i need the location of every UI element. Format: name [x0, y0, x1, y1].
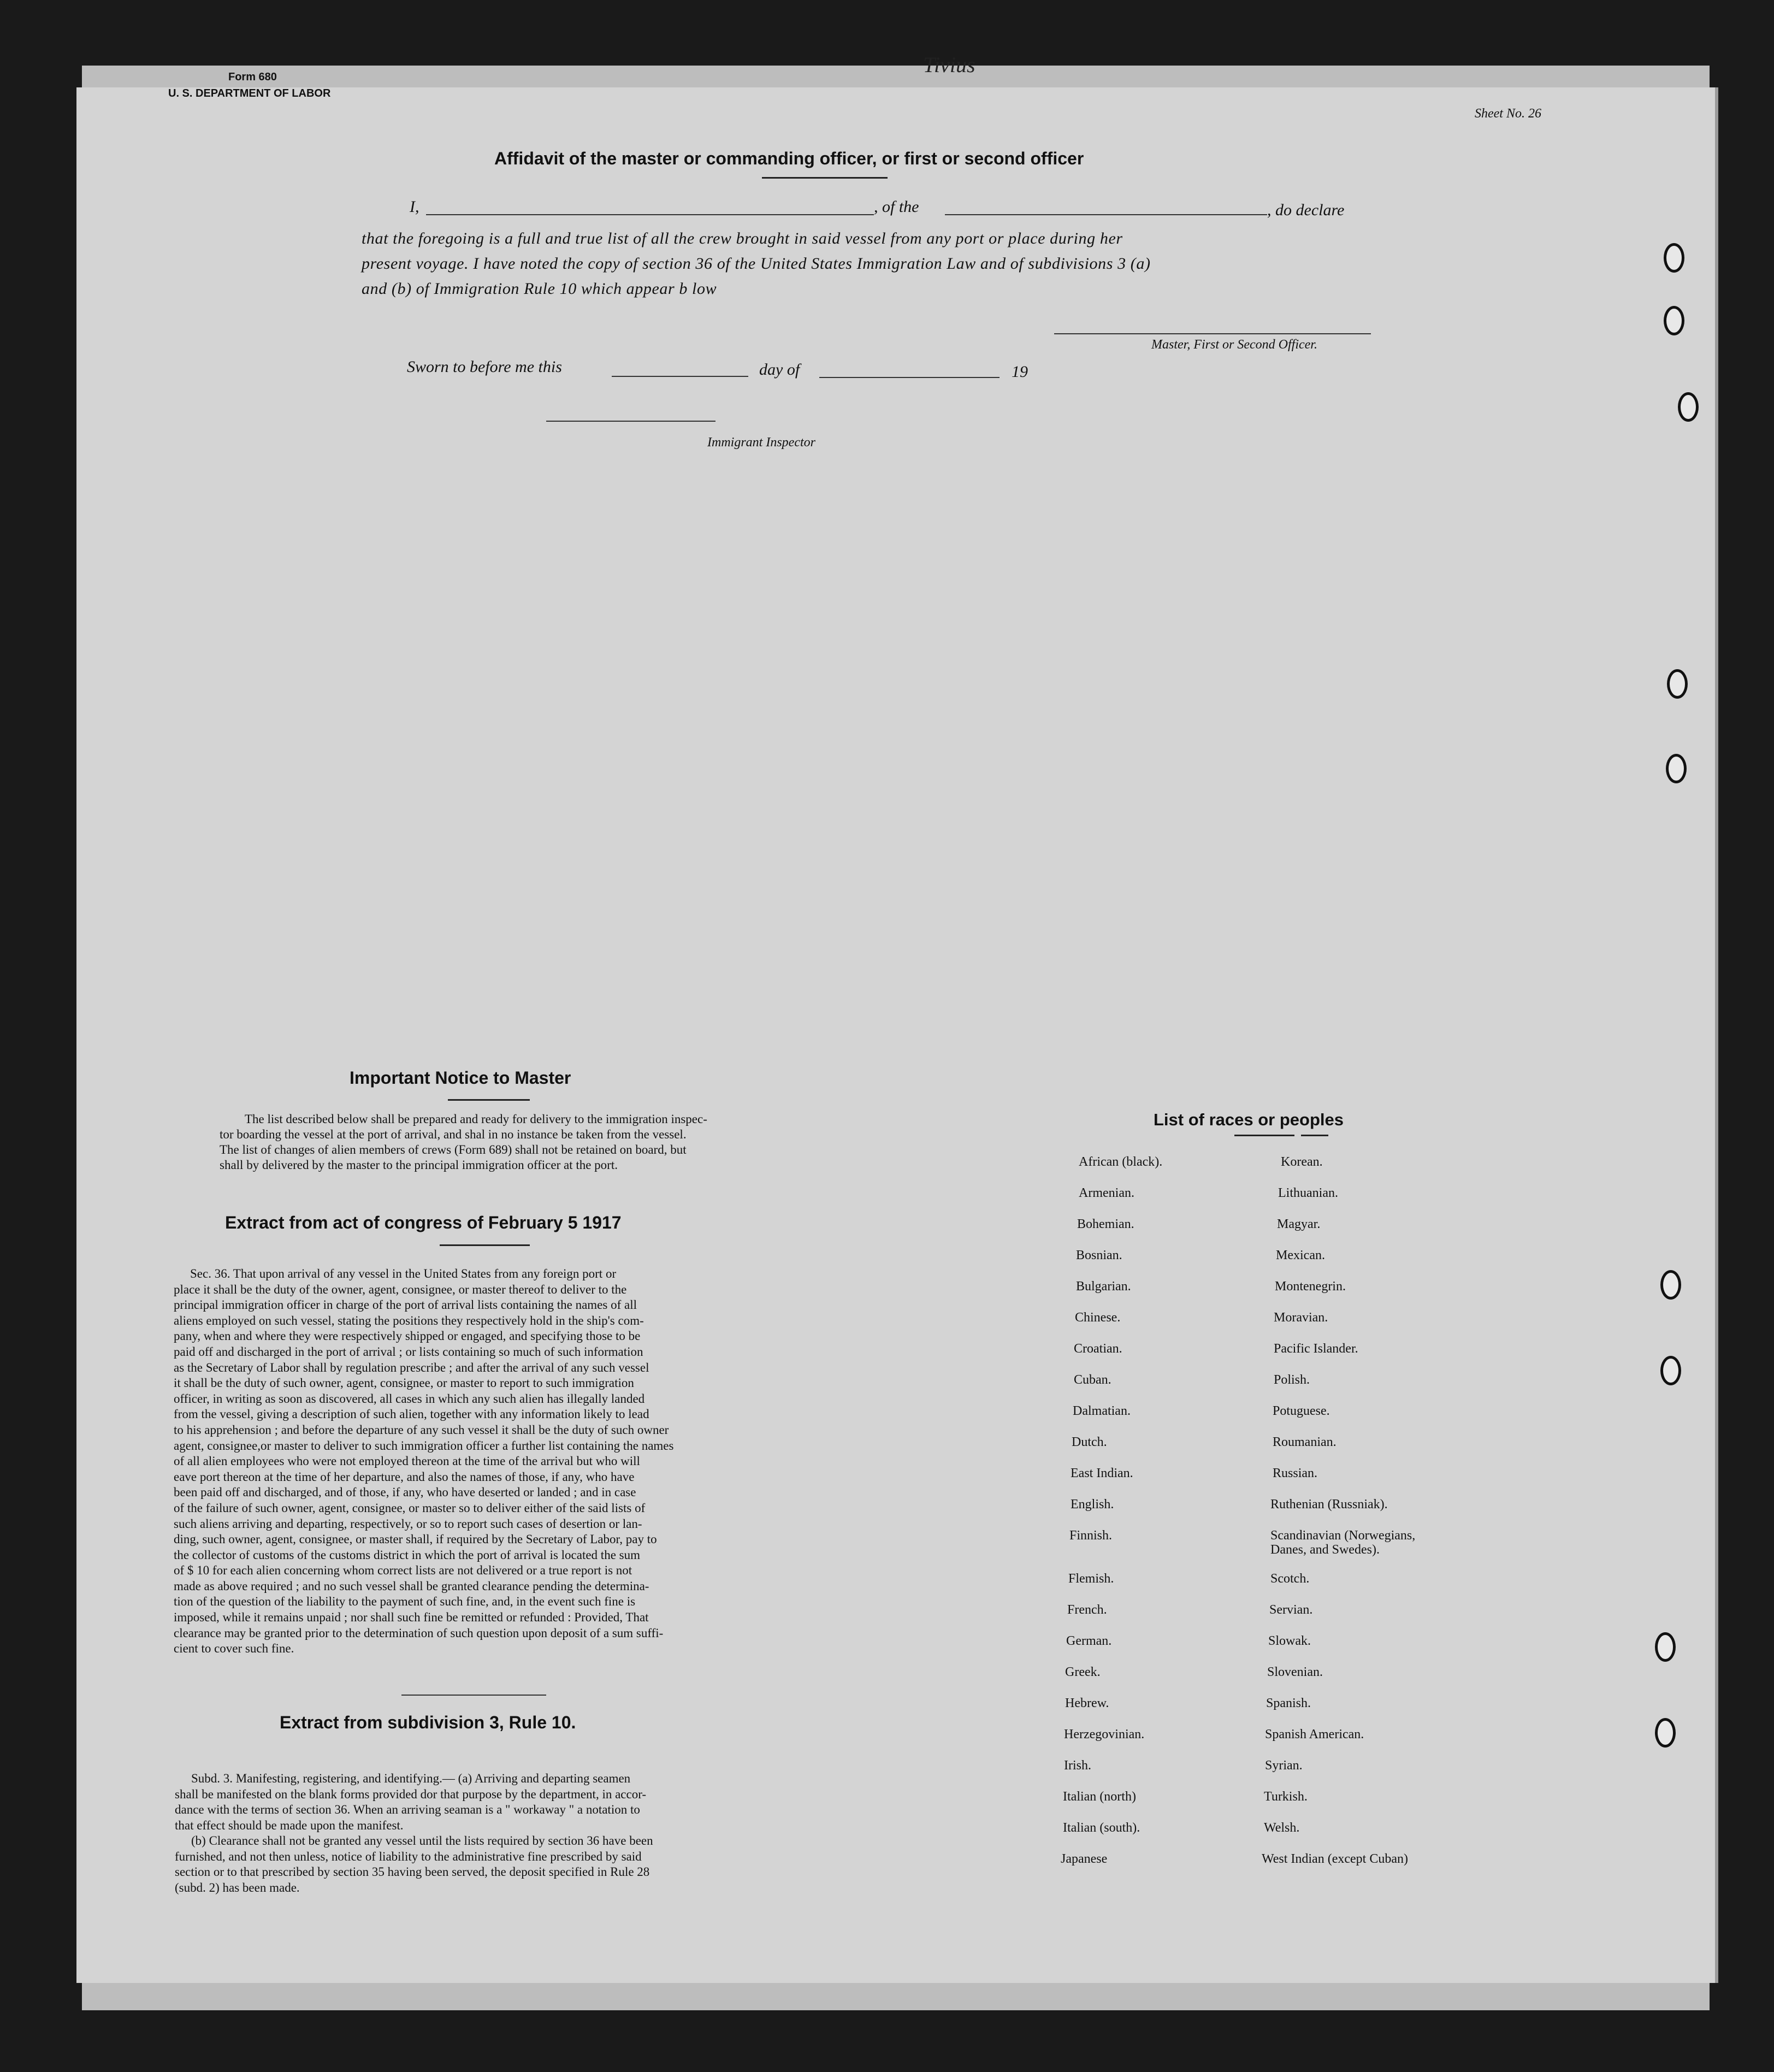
notice-divider: [448, 1099, 530, 1101]
act-line: Sec. 36. That upon arrival of any vessel in the United States from any foreign port or: [190, 1267, 617, 1280]
act-line: eave port thereon at the time of her departure, and also the names of those, if any, who have: [174, 1469, 635, 1484]
race-item: Flemish.: [1068, 1572, 1114, 1586]
form-sheet: [76, 87, 1718, 1983]
binder-hole-icon: [1664, 306, 1684, 335]
act-extract-body: [174, 1266, 785, 1657]
rule-line: (b) Clearance shall not be granted any vessel until the lists required by section 36 have been: [191, 1834, 653, 1847]
race-item: Slovenian.: [1267, 1665, 1323, 1679]
act-line: principal immigration officer in charge of the port of arrival lists containing the names of all: [174, 1298, 637, 1312]
rule-line: Subd. 3. Manifesting, registering, and identifying.— (a) Arriving and departing seamen: [191, 1772, 631, 1785]
affidavit-line-3: present voyage. I have noted the copy of section 36 of the United States Immigration Law and of subdivisions 3 (a): [362, 255, 1151, 273]
race-item: Polish.: [1274, 1373, 1310, 1387]
act-line: the collector of customs of the customs district in which the port of arrival is located the sum: [174, 1548, 640, 1562]
race-item: Scandinavian (Norwegians, Danes, and Swedes).: [1270, 1528, 1416, 1557]
binder-hole-icon: [1655, 1632, 1676, 1662]
race-item: Turkish.: [1264, 1790, 1308, 1804]
race-item: Bulgarian.: [1076, 1279, 1131, 1294]
sworn-month-line[interactable]: [819, 377, 1000, 378]
race-item: Magyar.: [1277, 1217, 1321, 1231]
rule-line: that effect should be made upon the manifest.: [175, 1818, 404, 1832]
race-item: Croatian.: [1074, 1342, 1122, 1356]
race-item: Italian (north): [1063, 1790, 1136, 1804]
race-item: Herzegovinian.: [1064, 1727, 1145, 1742]
affidavit-line-4: and (b) of Immigration Rule 10 which appear b low: [362, 280, 717, 298]
act-line: of all alien employees who were not employed thereon at the time of the arrival but who will: [174, 1454, 640, 1468]
act-line: cient to cover such fine.: [174, 1642, 294, 1656]
master-signature-line[interactable]: [1054, 333, 1371, 334]
act-line: agent, consignee,or master to deliver to such immigration officer a further list containing the names: [174, 1438, 674, 1453]
race-item: Irish.: [1064, 1758, 1091, 1773]
act-line: pany, when and where they were respectively shipped or engaged, and specifying those to be: [174, 1329, 641, 1343]
vessel-field-line[interactable]: [945, 214, 1267, 215]
year-prefix: 19: [1012, 363, 1028, 381]
race-item: Ruthenian (Russniak).: [1270, 1497, 1388, 1512]
binder-hole-icon: [1655, 1718, 1676, 1748]
act-divider: [440, 1244, 530, 1246]
races-title: List of races or peoples: [1154, 1110, 1344, 1129]
race-item: African (black).: [1079, 1155, 1163, 1169]
notice-line: shall by delivered by the master to the principal immigration officer at the port.: [220, 1158, 618, 1172]
act-line: of the failure of such owner, agent, consignee, or master so to deliver either of the said lists of: [174, 1501, 646, 1515]
affidavit-i-label: I,: [410, 198, 419, 216]
affidavit-line-2: that the foregoing is a full and true list of all the crew brought in said vessel from any port or place during her: [362, 229, 1123, 247]
race-item: Armenian.: [1079, 1186, 1134, 1200]
title-divider: [762, 177, 888, 179]
act-line: been paid off and discharged, and of those, if any, who have deserted or landed ; and in case: [174, 1485, 636, 1500]
master-caption: Master, First or Second Officer.: [1151, 338, 1317, 352]
notice-line: The list described below shall be prepared and ready for delivery to the immigration inspec-: [245, 1112, 707, 1126]
rule-line: section or to that prescribed by section 35 having been served, the deposit specified in Rule 28: [175, 1865, 650, 1879]
race-item: Hebrew.: [1065, 1696, 1109, 1710]
inspector-signature-line[interactable]: [546, 421, 715, 422]
act-line: tion of the question of the liability to the payment of such fine, and, in the event such fine is: [174, 1595, 636, 1609]
binder-hole-icon: [1666, 754, 1687, 783]
sworn-label: Sworn to before me this: [407, 358, 562, 376]
act-line: from the vessel, giving a description of such alien, together with any information likely to lead: [174, 1407, 649, 1421]
rule-line: shall be manifested on the blank forms provided dor that purpose by the department, in accor-: [175, 1787, 647, 1801]
race-item: French.: [1067, 1603, 1107, 1617]
department-label: U. S. DEPARTMENT OF LABOR: [168, 87, 331, 99]
handwritten-vessel-name: Tivius: [923, 52, 975, 77]
rule-extract-body: [175, 1771, 787, 1896]
binder-hole-icon: [1660, 1270, 1681, 1300]
race-item: Scotch.: [1270, 1572, 1310, 1586]
act-line: imposed, while it remains unpaid ; nor shall such fine be remitted or refunded : Provided, That: [174, 1610, 649, 1625]
day-of-label: day of: [759, 361, 800, 379]
race-item: Syrian.: [1265, 1758, 1303, 1773]
notice-line: The list of changes of alien members of crews (Form 689) shall not be retained on board, but: [220, 1143, 687, 1156]
act-line: made as above required ; and no such vessel shall be granted clearance pending the determina-: [174, 1579, 649, 1593]
act-extract-title: Extract from act of congress of February 5 1917: [225, 1213, 622, 1232]
act-line: such aliens arriving and departing, respectively, or so to report such cases of desertion or lan-: [174, 1516, 642, 1531]
notice-body: [220, 1112, 799, 1173]
race-item: Roumanian.: [1273, 1435, 1337, 1449]
act-line: as the Secretary of Labor shall by regulation prescribe ; and after the arrival of any such vessel: [174, 1360, 649, 1374]
name-field-line[interactable]: [426, 214, 874, 215]
binder-hole-icon: [1664, 243, 1684, 273]
act-line: place it shall be the duty of the owner, agent, consignee, or master thereof to deliver to the: [174, 1282, 627, 1296]
race-item: Pacific Islander.: [1274, 1342, 1358, 1356]
act-line: aliens employed on such vessel, stating the positions they respectively hold in the ship's com-: [174, 1313, 644, 1327]
act-line: paid off and discharged in the port of arrival ; or lists containing so much of such information: [174, 1344, 643, 1359]
race-item: Dutch.: [1072, 1435, 1107, 1449]
rule-line: furnished, and not then unless, notice of liability to the administrative fine prescribed by said: [175, 1849, 642, 1863]
race-item: Servian.: [1269, 1603, 1313, 1617]
race-item: Mexican.: [1276, 1248, 1325, 1262]
race-item: Dalmatian.: [1073, 1404, 1131, 1418]
race-item: East Indian.: [1071, 1466, 1133, 1480]
act-end-divider: [401, 1695, 546, 1696]
race-item: Moravian.: [1274, 1311, 1328, 1325]
race-item: Lithuanian.: [1278, 1186, 1338, 1200]
race-item: Bosnian.: [1076, 1248, 1122, 1262]
sworn-day-line[interactable]: [612, 376, 748, 377]
race-item: Welsh.: [1264, 1821, 1300, 1835]
act-line: of $ 10 for each alien concerning whom correct lists are not delivered or a true report is not: [174, 1563, 632, 1578]
act-line: officer, in writing as soon as discovered, all cases in which any such alien has illegally landed: [174, 1391, 645, 1406]
race-item: Japanese: [1061, 1852, 1108, 1866]
binder-hole-icon: [1678, 392, 1699, 422]
race-item: English.: [1071, 1497, 1114, 1512]
act-line: to his apprehension ; and before the departure of any such vessel it shall be the duty of such owner: [174, 1422, 669, 1437]
race-item: Montenegrin.: [1275, 1279, 1346, 1294]
binder-hole-icon: [1660, 1356, 1681, 1385]
form-number: Form 680: [228, 71, 277, 83]
affidavit-of-the-label: , of the: [874, 198, 919, 216]
notice-line: tor boarding the vessel at the port of arrival, and shal in no instance be taken from the vessel.: [220, 1128, 687, 1141]
race-item: Spanish.: [1266, 1696, 1311, 1710]
rule-line: dance with the terms of section 36. When an arriving seaman is a " workaway " a notation to: [175, 1803, 640, 1816]
races-underline-1: [1234, 1135, 1294, 1136]
race-item: Spanish American.: [1265, 1727, 1364, 1742]
race-item: Slowak.: [1268, 1634, 1311, 1648]
race-item: German.: [1066, 1634, 1112, 1648]
races-underline-2: [1301, 1135, 1328, 1136]
affidavit-declare-label: , do declare: [1267, 201, 1345, 219]
act-line: ding, such owner, agent, consignee, or master shall, if required by the Secretary of Labor, pay to: [174, 1532, 657, 1546]
race-item: Russian.: [1273, 1466, 1318, 1480]
binder-hole-icon: [1667, 669, 1688, 699]
rule-line: (subd. 2) has been made.: [175, 1880, 300, 1894]
race-item: Chinese.: [1075, 1311, 1121, 1325]
race-item: Cuban.: [1074, 1373, 1111, 1387]
race-item: Potuguese.: [1273, 1404, 1330, 1418]
act-line: clearance may be granted prior to the determination of such question upon deposit of a sum suffi-: [174, 1626, 664, 1640]
rule-extract-title: Extract from subdivision 3, Rule 10.: [280, 1713, 576, 1732]
race-item: Korean.: [1281, 1155, 1323, 1169]
inspector-caption: Immigrant Inspector: [707, 435, 815, 450]
race-item: West Indian (except Cuban): [1262, 1852, 1408, 1866]
race-item: Finnish.: [1069, 1528, 1113, 1543]
affidavit-title: Affidavit of the master or commanding officer, or first or second officer: [494, 149, 1084, 168]
sheet-number: Sheet No. 26: [1475, 107, 1541, 121]
act-line: it shall be the duty of such owner, agent, consignee, or master to report to such immigration: [174, 1376, 634, 1390]
race-item: Bohemian.: [1077, 1217, 1134, 1231]
notice-title: Important Notice to Master: [350, 1068, 571, 1088]
race-item: Greek.: [1065, 1665, 1101, 1679]
race-item: Italian (south).: [1063, 1821, 1140, 1835]
